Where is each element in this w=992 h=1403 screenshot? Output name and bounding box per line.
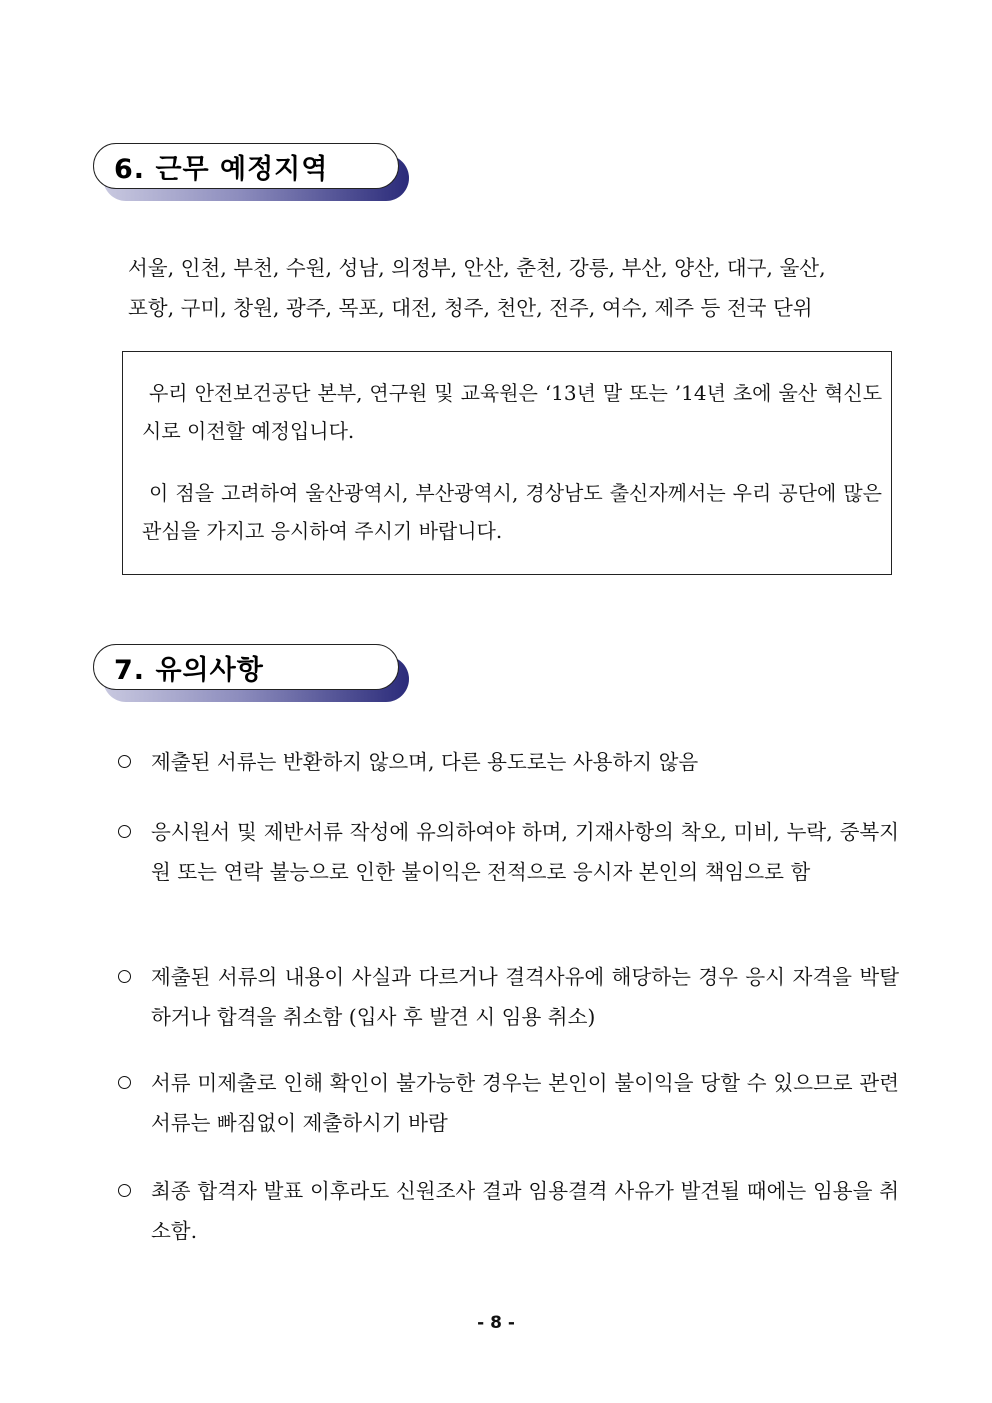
caution-item-text: 제출된 서류의 내용이 사실과 다르거나 결격사유에 해당하는 경우 응시 자격을 박탈하거나 합격을 취소함 (입사 후 발견 시 임용 취소) <box>151 965 899 1029</box>
caution-item-text: 응시원서 및 제반서류 작성에 유의하여야 하며, 기재사항의 착오, 미비, 누락, 중복지원 또는 연락 불능으로 인한 불이익은 전적으로 응시자 본인의 책임으로 함 <box>151 820 899 884</box>
section-6-heading <box>93 143 411 203</box>
circle-bullet-icon <box>118 1184 131 1197</box>
heading-box <box>93 644 399 690</box>
relocation-notice-box <box>122 351 892 575</box>
section-7-title: 7. 유의사항 <box>114 654 264 686</box>
section-6-title: 6. 근무 예정지역 <box>114 153 329 185</box>
circle-bullet-icon <box>118 1076 131 1089</box>
section-7-heading <box>93 644 411 704</box>
page-number: - 8 - <box>477 1313 515 1333</box>
caution-item-text: 최종 합격자 발표 이후라도 신원조사 결과 임용결격 사유가 발견될 때에는 임용을 취소함. <box>151 1179 899 1243</box>
caution-item-text: 제출된 서류는 반환하지 않으며, 다른 용도로는 사용하지 않음 <box>151 750 699 774</box>
notice-paragraph-2 <box>142 474 882 550</box>
circle-bullet-icon <box>118 825 131 838</box>
caution-item-text: 서류 미제출로 인해 확인이 불가능한 경우는 본인이 불이익을 당할 수 있으므로 관련서류는 빠짐없이 제출하시기 바람 <box>151 1071 899 1135</box>
notice-paragraph-1-text: 우리 안전보건공단 본부, 연구원 및 교육원은 ‘13년 말 또는 ’14년 초에 울산 혁신도시로 이전할 예정입니다. <box>142 381 883 443</box>
regions-line-1: 서울, 인천, 부천, 수원, 성남, 의정부, 안산, 춘천, 강릉, 부산, 양산, 대구, 울산, <box>128 256 826 280</box>
work-regions <box>128 248 898 328</box>
regions-line-2: 포항, 구미, 창원, 광주, 목포, 대전, 청주, 천안, 전주, 여수, 제주 등 전국 단위 <box>128 296 813 320</box>
circle-bullet-icon <box>118 755 131 768</box>
circle-bullet-icon <box>118 970 131 983</box>
heading-box <box>93 143 399 189</box>
notice-paragraph-2-text: 이 점을 고려하여 울산광역시, 부산광역시, 경상남도 출신자께서는 우리 공단에 많은 관심을 가지고 응시하여 주시기 바랍니다. <box>142 481 883 543</box>
notice-paragraph-1 <box>142 374 882 450</box>
